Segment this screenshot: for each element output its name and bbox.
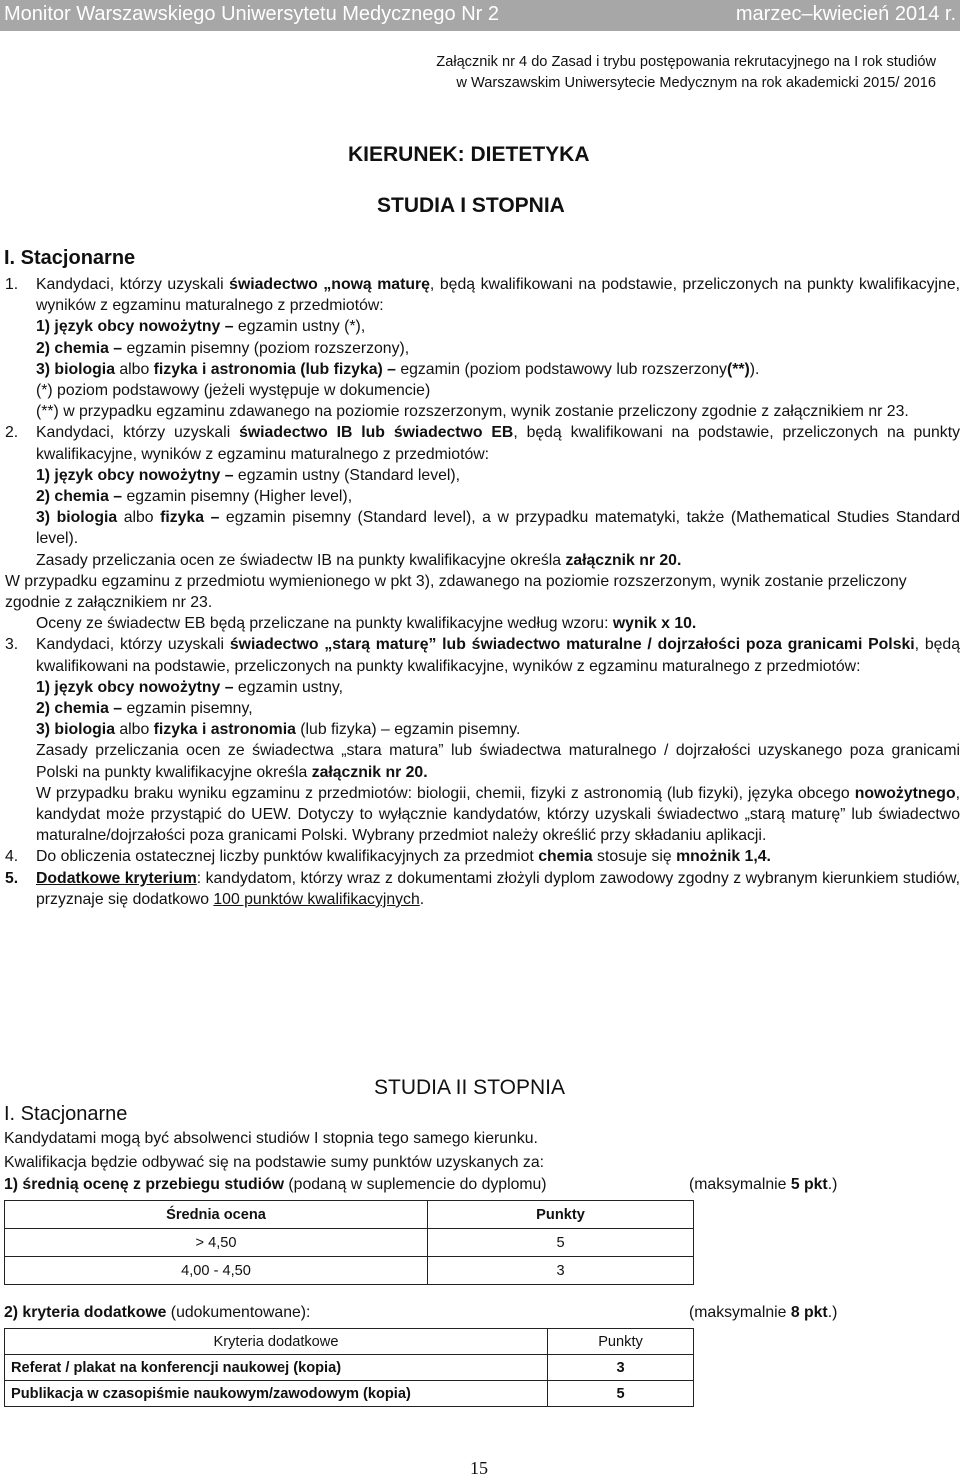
criterion-1-max bbox=[689, 1176, 837, 1194]
full-time-heading-2: I. Stacjonarne bbox=[4, 1103, 128, 1125]
table-cell: > 4,50 bbox=[5, 1229, 428, 1257]
text: : kandydatom, którzy wraz z dokumentami złożyli dyplom zawodowy zgodny z wybranym kierunkiem studiów, przyznaje się dodatkowo bbox=[36, 869, 960, 908]
text-bold: świadectwo IB lub świadectwo EB bbox=[239, 424, 514, 442]
text: Do obliczenia ostatecznej liczby punktów kwalifikacyjnych za przedmiot bbox=[36, 848, 539, 866]
issue-date: marzec–kwiecień 2014 r. bbox=[735, 3, 956, 25]
text-bold: (**) bbox=[726, 360, 750, 378]
text-underlined: 100 punktów kwalifikacyjnych bbox=[213, 890, 420, 908]
text-bold: wynik x 10. bbox=[612, 615, 697, 633]
text-bold: świadectwo „starą maturę” lub świadectwo maturalne / dojrzałości poza granicami Polski bbox=[229, 636, 915, 654]
text: egzamin ustny, bbox=[233, 678, 343, 696]
text: .) bbox=[827, 1176, 838, 1193]
second-cycle-title bbox=[374, 1076, 565, 1100]
footnote: (**) w przypadku egzaminu zdawanego na poziomie rozszerzonym, wynik zostanie przeliczony zgodnie z załącznikiem nr 23. bbox=[36, 403, 909, 421]
table-row bbox=[5, 1355, 694, 1381]
text: , będą kwalifikowani na podstawie, przeliczonych na punkty kwalifikacyjne, wyników z egzaminu maturalnego z przedmiotów: bbox=[36, 276, 960, 315]
text-bold: 1) język obcy nowożytny – bbox=[36, 678, 234, 696]
item-number: 4. bbox=[5, 848, 19, 866]
column-header: Kryteria dodatkowe bbox=[5, 1329, 548, 1355]
text: egzamin pisemny (Higher level), bbox=[122, 488, 353, 506]
text-bold: 3) biologia bbox=[36, 360, 115, 378]
text-bold: załącznik nr 20. bbox=[311, 763, 428, 781]
list-item-3 bbox=[5, 634, 960, 846]
text: . bbox=[419, 890, 425, 908]
text-bold: 8 pkt bbox=[790, 1304, 828, 1321]
text: (maksymalnie bbox=[689, 1176, 791, 1193]
item-number: 5. bbox=[5, 869, 19, 887]
text-bold: 3) biologia bbox=[36, 509, 118, 527]
criterion-1 bbox=[4, 1176, 547, 1194]
column-header: Średnia ocena bbox=[5, 1201, 428, 1229]
paragraph: W przypadku egzaminu z przedmiotu wymienionego w pkt 3), zdawanego na poziomie rozszerzonym, wynik zostanie przeliczony zgodnie z załącznikiem nr 23. bbox=[5, 572, 907, 612]
text-bold: fizyka i astronomia (lub fizyka) – bbox=[153, 360, 396, 378]
text: Zasady przeliczania ocen ze świadectwa „stara matura” lub świadectwa maturalnego / dojrzałości uzyskanego poza granicami Polski na punkty kwalifikacyjne określa bbox=[36, 742, 960, 781]
text: ). bbox=[749, 360, 760, 378]
table-row bbox=[5, 1229, 694, 1257]
field-of-study-title: KIERUNEK: DIETETYKA bbox=[348, 143, 590, 166]
text: egzamin ustny (Standard level), bbox=[233, 466, 461, 484]
item-number: 3. bbox=[5, 636, 19, 654]
footnote: (*) poziom podstawowy (jeżeli występuje w dokumencie) bbox=[36, 382, 431, 400]
text: albo bbox=[115, 360, 154, 378]
table-cell: Referat / plakat na konferencji naukowej (kopia) bbox=[5, 1355, 548, 1381]
table-cell: 5 bbox=[548, 1381, 694, 1407]
first-cycle-title: STUDIA I STOPNIA bbox=[377, 194, 565, 217]
text: , będą kwalifikowani na podstawie, przeliczonych na punkty kwalifikacyjne, wyników z egzaminu maturalnego z przedmiotów: bbox=[36, 424, 960, 463]
text-bold: 1) język obcy nowożytny – bbox=[36, 318, 234, 336]
list-item-1 bbox=[5, 274, 960, 422]
additional-criteria-table bbox=[4, 1328, 694, 1407]
text: Zasady przeliczania ocen ze świadectw IB na punkty kwalifikacyjne określa bbox=[36, 551, 566, 569]
table-header-row bbox=[5, 1329, 694, 1355]
text-bold: chemia bbox=[538, 848, 593, 866]
text-bold: mnożnik 1,4. bbox=[676, 848, 771, 866]
criterion-2-max bbox=[689, 1304, 837, 1322]
text: stosuje się bbox=[592, 848, 677, 866]
text-bold: 2) chemia – bbox=[36, 488, 123, 506]
text-bold: 5 pkt bbox=[790, 1176, 828, 1193]
text: egzamin ustny (*), bbox=[233, 318, 366, 336]
item-number: 1. bbox=[5, 276, 19, 293]
text: egzamin pisemny (Standard level), a w przypadku matematyki, także (Mathematical Studies Standard level). bbox=[36, 509, 960, 548]
list-item-5 bbox=[5, 868, 960, 910]
criterion-2-label: 2) kryteria dodatkowe bbox=[4, 1304, 167, 1321]
average-grade-table bbox=[4, 1200, 694, 1285]
text-bold: fizyka i astronomia bbox=[153, 721, 296, 739]
text-bold: 2) chemia – bbox=[36, 339, 123, 357]
text: Kandydaci, którzy uzyskali bbox=[36, 636, 230, 654]
list-item-2-cont bbox=[5, 613, 960, 634]
table-header-row bbox=[5, 1201, 694, 1229]
table-cell: Publikacja w czasopiśmie naukowym/zawodowym (kopia) bbox=[5, 1381, 548, 1407]
text-bold: załącznik nr 20. bbox=[565, 551, 682, 569]
list-item-2 bbox=[5, 422, 960, 570]
text: Kandydaci, którzy uzyskali bbox=[36, 276, 230, 293]
journal-title: Monitor Warszawskiego Uniwersytetu Medycznego Nr 2 bbox=[4, 3, 499, 25]
first-cycle-body bbox=[5, 274, 960, 910]
text: (maksymalnie bbox=[689, 1304, 791, 1321]
attachment-line-2: w Warszawskim Uniwersytecie Medycznym na rok akademicki 2015/ 2016 bbox=[456, 75, 936, 91]
text: egzamin pisemny, bbox=[122, 700, 253, 718]
page-number: 15 bbox=[470, 1458, 488, 1478]
criterion-1-note: (podaną w suplemencie do dyplomu) bbox=[284, 1176, 547, 1193]
list-item-4 bbox=[5, 846, 960, 867]
text: albo bbox=[117, 509, 161, 527]
text-bold-underlined: Dodatkowe kryterium bbox=[36, 869, 197, 887]
text: Kandydaci, którzy uzyskali bbox=[36, 424, 240, 442]
table-cell: 3 bbox=[548, 1355, 694, 1381]
second-cycle-line-2: Kwalifikacja będzie odbywać się na podstawie sumy punktów uzyskanych za: bbox=[4, 1154, 545, 1171]
text: albo bbox=[115, 721, 154, 739]
text-bold: 3) biologia bbox=[36, 721, 115, 739]
table-row bbox=[5, 1381, 694, 1407]
column-header: Punkty bbox=[428, 1201, 694, 1229]
text: , będą kwalifikowani na podstawie, przeliczonych na punkty kwalifikacyjne, wyników z egzaminu maturalnego z przedmiotów: bbox=[36, 636, 960, 675]
table-cell: 5 bbox=[428, 1229, 694, 1257]
text: (lub fizyka) – egzamin pisemny. bbox=[295, 721, 521, 739]
text-bold: 2) chemia – bbox=[36, 700, 123, 718]
criterion-2 bbox=[4, 1304, 310, 1322]
text-bold: świadectwo „nową maturę bbox=[229, 276, 430, 293]
second-cycle-line-1: Kandydatami mogą być absolwenci studiów I stopnia tego samego kierunku. bbox=[4, 1130, 538, 1147]
page-header bbox=[0, 0, 960, 31]
second-cycle-title-text: STUDIA II STOPNIA bbox=[374, 1076, 565, 1099]
text: .) bbox=[827, 1304, 838, 1321]
full-time-heading-1: I. Stacjonarne bbox=[4, 247, 136, 269]
text: egzamin (poziom podstawowy lub rozszerzony bbox=[395, 360, 727, 378]
criterion-1-label: 1) średnią ocenę z przebiegu studiów bbox=[4, 1176, 285, 1193]
table-row bbox=[5, 1257, 694, 1285]
text-bold: fizyka – bbox=[160, 509, 220, 527]
column-header: Punkty bbox=[548, 1329, 694, 1355]
text-bold: nowożytnego bbox=[854, 784, 956, 802]
text: W przypadku braku wyniku egzaminu z przedmiotów: biologii, chemii, fizyki z astronomią (lub fizyki), języka obcego bbox=[36, 784, 855, 802]
item-number: 2. bbox=[5, 424, 19, 442]
text: egzamin pisemny (poziom rozszerzony), bbox=[122, 339, 410, 357]
attachment-note bbox=[136, 52, 936, 94]
text: Oceny ze świadectw EB będą przeliczane na punkty kwalifikacyjne według wzoru: bbox=[36, 615, 613, 633]
attachment-line-1: Załącznik nr 4 do Zasad i trybu postępowania rekrutacyjnego na I rok studiów bbox=[436, 54, 936, 70]
criterion-2-note: (udokumentowane): bbox=[166, 1304, 311, 1321]
table-cell: 4,00 - 4,50 bbox=[5, 1257, 428, 1285]
text: , kandydat może przystąpić do UEW. Dotyczy to wyłącznie kandydatów, którzy uzyskali świadectwo „starą maturę” lub świadectwo maturalne/dojrzałości poza granicami Polski. Wybrany przedmiot należy określić przy składaniu aplikacji. bbox=[36, 784, 960, 845]
text-bold: 1) język obcy nowożytny – bbox=[36, 466, 234, 484]
table-cell: 3 bbox=[428, 1257, 694, 1285]
